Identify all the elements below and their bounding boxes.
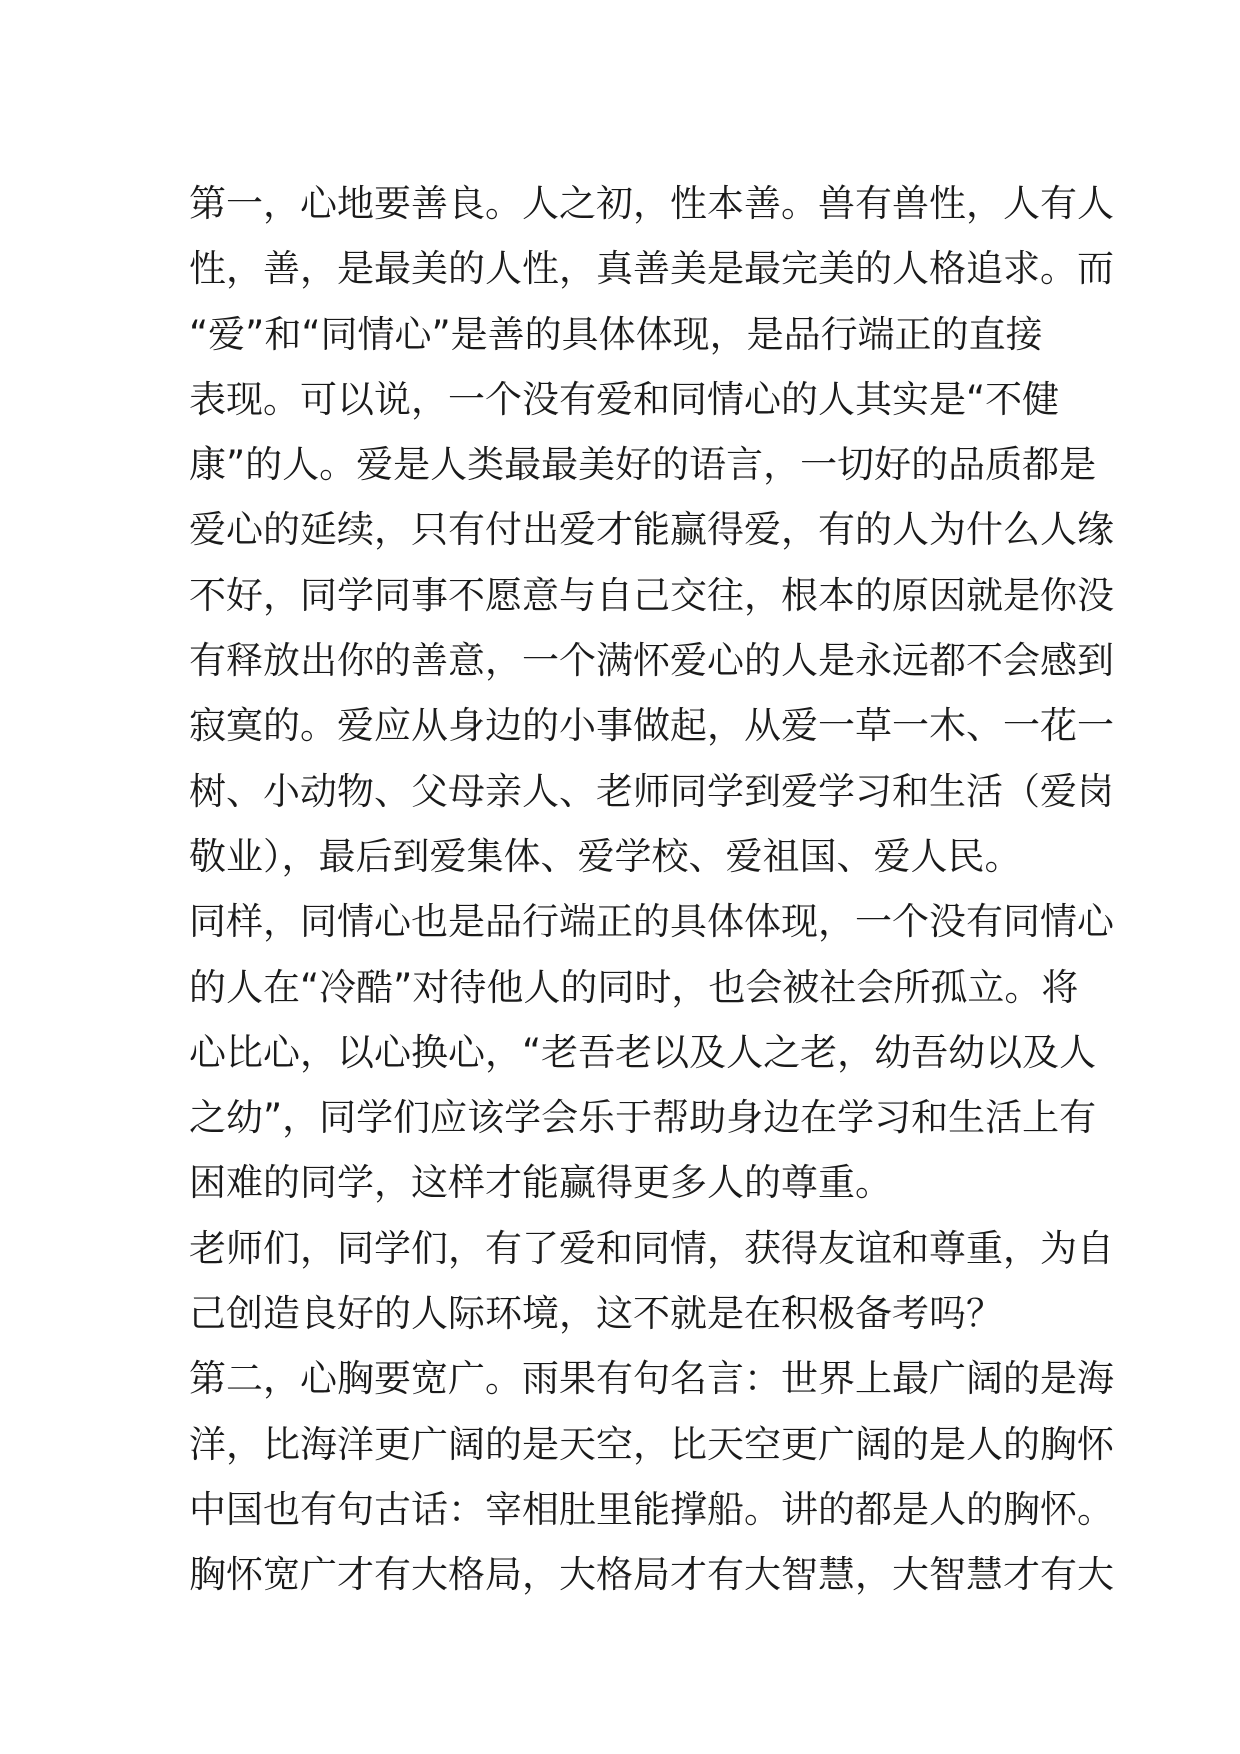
- text-line: 寂寞的。爱应从身边的小事做起，从爱一草一木、一花一: [189, 704, 1114, 748]
- text-line: 表现。可以说，一个没有爱和同情心的人其实是“不健: [189, 377, 1060, 421]
- text-line: 之幼”，同学们应该学会乐于帮助身边在学习和生活上有: [189, 1096, 1097, 1140]
- text-line: “爱”和“同情心”是善的具体体现，是品行端正的直接: [189, 312, 1043, 356]
- text-line: 的人在“冷酷”对待他人的同时，也会被社会所孤立。将: [189, 965, 1079, 1009]
- text-line: 有释放出你的善意，一个满怀爱心的人是永远都不会感到: [189, 639, 1114, 683]
- text-line: 困难的同学，这样才能赢得更多人的尊重。: [189, 1161, 892, 1205]
- text-line: 不好，同学同事不愿意与自己交往，根本的原因就是你没: [189, 573, 1114, 617]
- text-line: 同样，同情心也是品行端正的具体体现，一个没有同情心: [189, 900, 1114, 944]
- body-text: [189, 171, 1114, 1608]
- text-line: 康”的人。爱是人类最最美好的语言，一切好的品质都是: [189, 443, 1097, 487]
- text-line: 性，善，是最美的人性，真善美是最完美的人格追求。而: [189, 247, 1114, 291]
- text-line: 老师们，同学们，有了爱和同情，获得友谊和尊重，为自: [189, 1226, 1114, 1270]
- text-line: 心比心，以心换心，“老吾老以及人之老，幼吾幼以及人: [189, 1030, 1097, 1074]
- text-line: 中国也有句古话：宰相肚里能撑船。讲的都是人的胸怀。: [189, 1487, 1114, 1531]
- text-line: 己创造良好的人际环境，这不就是在积极备考吗？: [189, 1292, 1003, 1336]
- text-line: 胸怀宽广才有大格局，大格局才有大智慧，大智慧才有大: [189, 1553, 1114, 1597]
- text-line: 爱心的延续，只有付出爱才能赢得爱，有的人为什么人缘: [189, 508, 1114, 552]
- text-line: 第一，心地要善良。人之初，性本善。兽有兽性，人有人: [189, 182, 1114, 225]
- text-line: 敬业），最后到爱集体、爱学校、爱祖国、爱人民。: [189, 834, 1022, 878]
- text-line: 树、小动物、父母亲人、老师同学到爱学习和生活（爱岗: [189, 769, 1114, 813]
- text-line: 洋，比海洋更广阔的是天空，比天空更广阔的是人的胸怀: [189, 1422, 1114, 1466]
- text-line: 第二，心胸要宽广。雨果有句名言：世界上最广阔的是海: [189, 1357, 1114, 1401]
